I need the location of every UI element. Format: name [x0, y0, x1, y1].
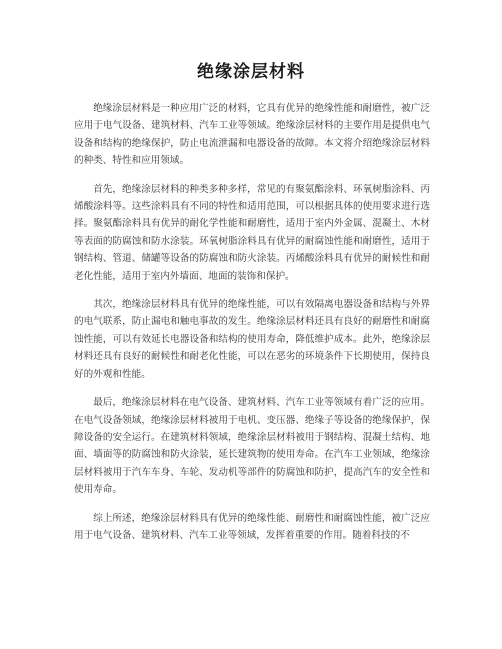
paragraph-types: 首先，绝缘涂层材料的种类多种多样，常见的有聚氨酯涂料、环氧树脂涂料、丙烯酸涂料等。这些涂料具有不同的特性和适用范围，可以根据具体的使用要求进行选择。聚氨酯涂料具有优异的耐化学性能和耐磨性，适用于室内外金属、混凝土、木材等表面的防腐蚀和防水涂装。环氧树脂涂料具有优异的耐腐蚀性能和耐磨性，适用于钢结构、管道、储罐等设备的防腐蚀和防火涂装。丙烯酸涂料具有优异的耐候性和耐老化性能，适用于室内外墙面、地面的装饰和保护。: [74, 183, 430, 282]
paragraph-applications: 最后，绝缘涂层材料在电气设备、建筑材料、汽车工业等领域有着广泛的应用。在电气设备领域，绝缘涂层材料被用于电机、变压器、绝缘子等设备的绝缘保护，保障设备的安全运行。在建筑材料领域，绝缘涂层材料被用于钢结构、混凝土结构、地面、墙面等的防腐蚀和防火涂装，延长建筑物的使用寿命。在汽车工业领域，绝缘涂层材料被用于汽车车身、车轮、发动机等部件的防腐蚀和防护，提高汽车的安全性和使用寿命。: [74, 397, 430, 496]
paragraph-summary: 综上所述，绝缘涂层材料具有优异的绝缘性能、耐磨性和耐腐蚀性能，被广泛应用于电气设备、建筑材料、汽车工业等领域，发挥着重要的作用。随着科技的不: [74, 512, 430, 541]
paragraph-intro: 绝缘涂层材料是一种应用广泛的材料，它具有优异的绝缘性能和耐磨性，被广泛应用于电气设备、建筑材料、汽车工业等领域。绝缘涂层材料的主要作用是提供电气设备和结构的绝缘保护，防止电流泄漏和电器设备的故障。本文将介绍绝缘涂层材料的种类、特性和应用领域。: [74, 103, 430, 167]
document-body: [74, 100, 430, 555]
document-title: 绝缘涂层材料: [197, 62, 305, 82]
paragraph-properties: 其次，绝缘涂层材料具有优异的绝缘性能，可以有效隔离电器设备和结构与外界的电气联系，防止漏电和触电事故的发生。绝缘涂层材料还具有良好的耐磨性和耐腐蚀性能，可以有效延长电器设备和结构的使用寿命，降低维护成本。此外，绝缘涂层材料还具有良好的耐候性和耐老化性能，可以在恶劣的环境条件下长期使用，保持良好的外观和性能。: [74, 299, 430, 380]
